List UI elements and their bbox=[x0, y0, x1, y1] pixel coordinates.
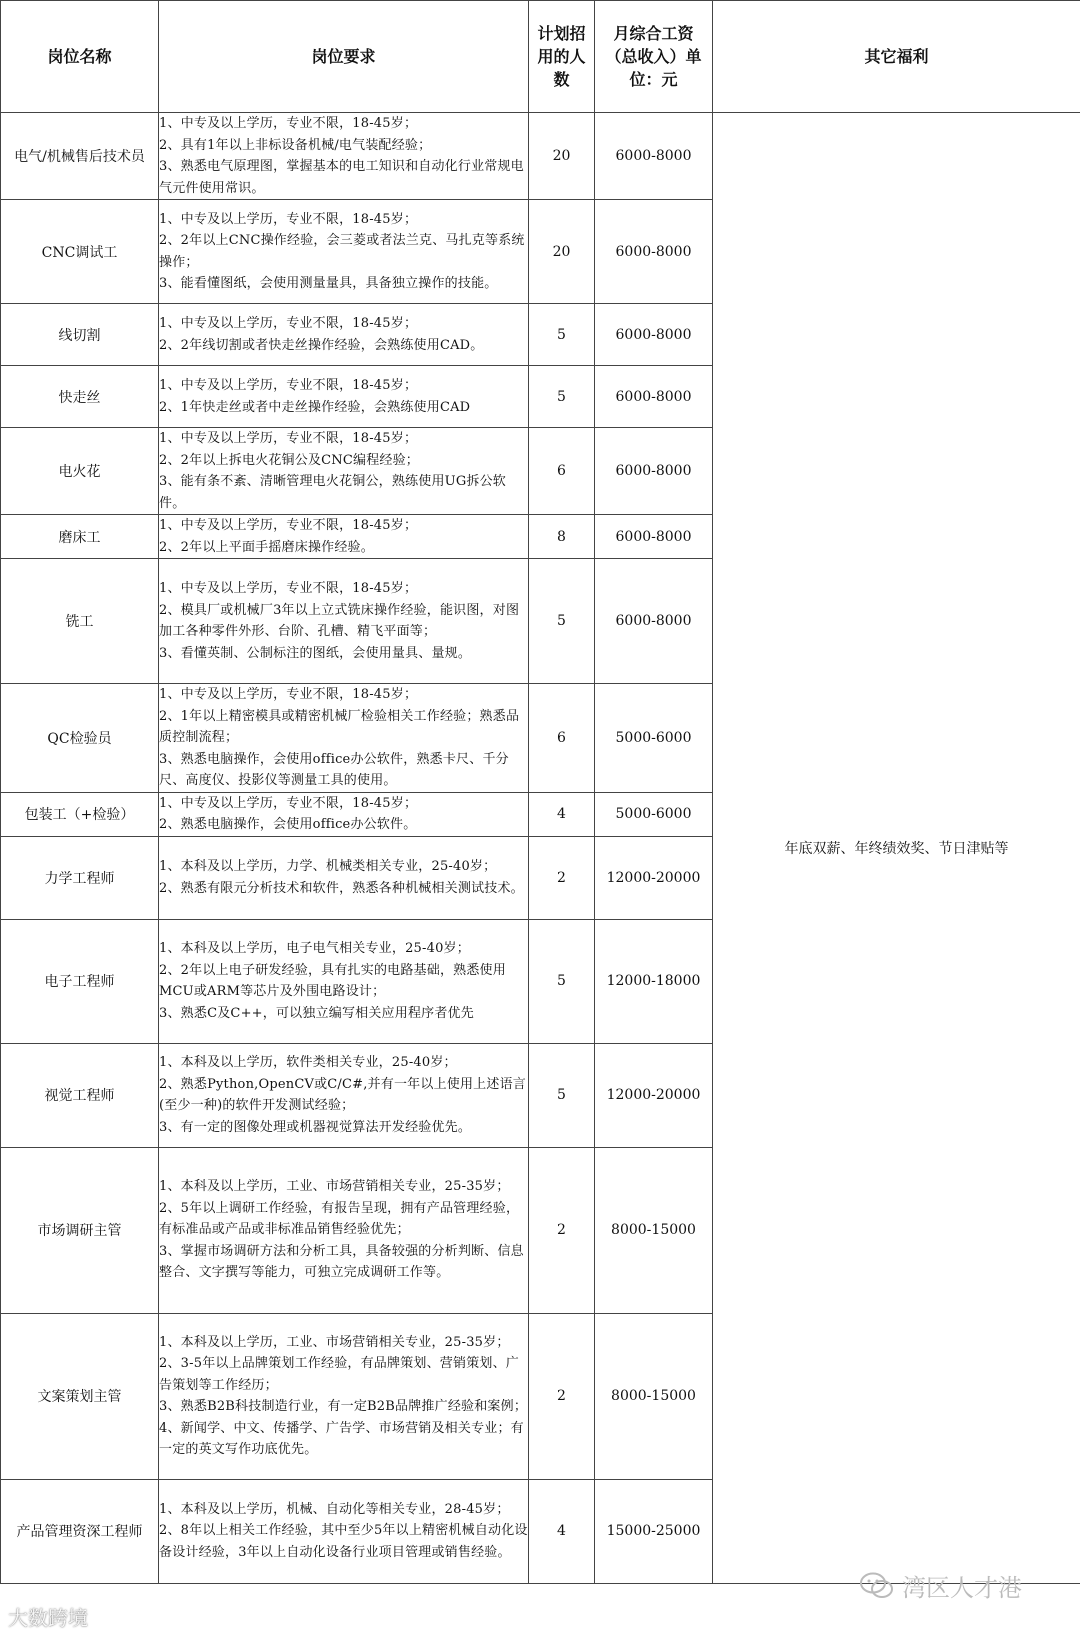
requirement-line: 1、中专及以上学历，专业不限，18-45岁； bbox=[159, 431, 418, 446]
position-name: 电火花 bbox=[1, 428, 159, 515]
header-benefits: 其它福利 bbox=[713, 1, 1080, 113]
salary-range: 6000-8000 bbox=[595, 304, 713, 366]
requirement-line: 2、2年以上平面手摇磨床操作经验。 bbox=[159, 539, 374, 555]
requirement-line: 4、新闻学、中文、传播学、广告学、市场营销及相关专业；有一定的英文写作功底优先。 bbox=[159, 1420, 524, 1457]
position-name: 铣工 bbox=[1, 559, 159, 684]
position-requirements bbox=[159, 515, 529, 559]
salary-range: 12000-20000 bbox=[595, 1043, 713, 1147]
requirement-line: 3、熟悉电脑操作，会使用office办公软件，熟悉卡尺、千分尺、高度仪、投影仪等测量工具的使用。 bbox=[159, 751, 509, 788]
requirement-line: 2、熟悉电脑操作，会使用office办公软件。 bbox=[159, 817, 417, 832]
position-name: CNC调试工 bbox=[1, 200, 159, 304]
header-position-name: 岗位名称 bbox=[1, 1, 159, 113]
requirement-line: 2、8年以上相关工作经验，其中至少5年以上精密机械自动化设备设计经验，3年以上自动化设备行业项目管理或销售经验。 bbox=[159, 1523, 528, 1560]
position-requirements bbox=[159, 200, 529, 304]
requirement-line: 3、能看懂图纸，会使用测量量具，具备独立操作的技能。 bbox=[159, 276, 498, 291]
requirement-line: 2、具有1年以上非标设备机械/电气装配经验； bbox=[159, 137, 432, 153]
requirement-line: 1、本科及以上学历，工业、市场营销相关专业，25-35岁； bbox=[159, 1334, 510, 1350]
requirement-line: 3、掌握市场调研方法和分析工具，具备较强的分析判断、信息整合、文字撰写等能力，可独立完成调研工作等。 bbox=[159, 1243, 524, 1281]
position-requirements bbox=[159, 113, 529, 200]
requirement-line: 1、本科及以上学历，力学、机械类相关专业，25-40岁； bbox=[159, 859, 497, 874]
headcount: 6 bbox=[529, 428, 595, 515]
table-row bbox=[1, 113, 1080, 200]
position-name: 包装工（+检验） bbox=[1, 792, 159, 836]
requirement-line: 1、中专及以上学历，专业不限，18-45岁； bbox=[159, 687, 418, 702]
headcount: 20 bbox=[529, 200, 595, 304]
header-salary: 月综合工资（总收入）单位：元 bbox=[595, 1, 713, 113]
salary-range: 6000-8000 bbox=[595, 200, 713, 304]
watermark-right bbox=[860, 1568, 1022, 1603]
salary-range: 8000-15000 bbox=[595, 1313, 713, 1479]
headcount: 4 bbox=[529, 792, 595, 836]
position-name: 文案策划主管 bbox=[1, 1313, 159, 1479]
requirement-line: 1、中专及以上学历，专业不限，18-45岁； bbox=[159, 581, 418, 596]
position-requirements bbox=[159, 1147, 529, 1313]
header-headcount: 计划招用的人数 bbox=[529, 1, 595, 113]
headcount: 6 bbox=[529, 684, 595, 793]
salary-range: 6000-8000 bbox=[595, 366, 713, 428]
header-requirements: 岗位要求 bbox=[159, 1, 529, 113]
position-name: 产品管理资深工程师 bbox=[1, 1479, 159, 1583]
position-name: 电气/机械售后技术员 bbox=[1, 113, 159, 200]
position-name: 线切割 bbox=[1, 304, 159, 366]
salary-range: 12000-20000 bbox=[595, 836, 713, 919]
salary-range: 8000-15000 bbox=[595, 1147, 713, 1313]
requirement-line: 3、有一定的图像处理或机器视觉算法开发经验优先。 bbox=[159, 1119, 472, 1135]
headcount: 2 bbox=[529, 836, 595, 919]
salary-range: 12000-18000 bbox=[595, 919, 713, 1043]
position-requirements bbox=[159, 1313, 529, 1479]
position-requirements bbox=[159, 559, 529, 684]
benefits-cell: 年底双薪、年终绩效奖、节日津贴等 bbox=[713, 113, 1080, 1584]
position-name: 市场调研主管 bbox=[1, 1147, 159, 1313]
position-requirements bbox=[159, 428, 529, 515]
position-requirements bbox=[159, 792, 529, 836]
position-name: 快走丝 bbox=[1, 366, 159, 428]
headcount: 5 bbox=[529, 366, 595, 428]
position-requirements bbox=[159, 1479, 529, 1583]
requirement-line: 2、5年以上调研工作经验，有报告呈现，拥有产品管理经验，有标准品或产品或非标准品销售经验优先； bbox=[159, 1200, 520, 1238]
requirement-line: 2、2年线切割或者快走丝操作经验，会熟练使用CAD。 bbox=[159, 337, 484, 353]
position-name: QC检验员 bbox=[1, 684, 159, 793]
table-header-row bbox=[1, 1, 1080, 113]
requirement-line: 2、2年以上CNC操作经验，会三菱或者法兰克、马扎克等系统操作； bbox=[159, 233, 525, 270]
watermark-right-label: 湾区人才港 bbox=[902, 1574, 1022, 1602]
position-requirements bbox=[159, 366, 529, 428]
requirement-line: 1、本科及以上学历，软件类相关专业，25-40岁； bbox=[159, 1055, 457, 1070]
salary-range: 6000-8000 bbox=[595, 559, 713, 684]
requirement-line: 2、3-5年以上品牌策划工作经验，有品牌策划、营销策划、广告策划等工作经历； bbox=[159, 1356, 520, 1393]
requirement-line: 1、中专及以上学历，专业不限，18-45岁； bbox=[159, 211, 418, 227]
requirement-line: 2、1年快走丝或者中走丝操作经验，会熟练使用CAD bbox=[159, 399, 471, 415]
headcount: 4 bbox=[529, 1479, 595, 1583]
position-requirements bbox=[159, 919, 529, 1043]
requirement-line: 1、本科及以上学历，工业、市场营销相关专业，25-35岁； bbox=[159, 1179, 510, 1195]
position-name: 电子工程师 bbox=[1, 919, 159, 1043]
requirement-line: 1、本科及以上学历，机械、自动化等相关专业，28-45岁； bbox=[159, 1501, 510, 1517]
headcount: 2 bbox=[529, 1313, 595, 1479]
headcount: 5 bbox=[529, 559, 595, 684]
requirement-line: 2、模具厂或机械厂3年以上立式铣床操作经验，能识图，对图加工各种零件外形、台阶、孔槽、精飞平面等； bbox=[159, 602, 520, 639]
position-name: 视觉工程师 bbox=[1, 1043, 159, 1147]
headcount: 2 bbox=[529, 1147, 595, 1313]
headcount: 5 bbox=[529, 1043, 595, 1147]
salary-range: 5000-6000 bbox=[595, 684, 713, 793]
headcount: 5 bbox=[529, 304, 595, 366]
requirement-line: 3、熟悉B2B科技制造行业，有一定B2B品牌推广经验和案例； bbox=[159, 1399, 528, 1414]
position-requirements bbox=[159, 1043, 529, 1147]
salary-range: 6000-8000 bbox=[595, 113, 713, 200]
salary-range: 6000-8000 bbox=[595, 428, 713, 515]
headcount: 20 bbox=[529, 113, 595, 200]
requirement-line: 2、1年以上精密模具或精密机械厂检验相关工作经验；熟悉品质控制流程； bbox=[159, 708, 520, 745]
requirement-line: 2、熟悉有限元分析技术和软件，熟悉各种机械相关测试技术。 bbox=[159, 880, 524, 896]
requirement-line: 3、熟悉C及C++，可以独立编写相关应用程序者优先 bbox=[159, 1005, 474, 1021]
requirement-line: 2、2年以上电子研发经验，具有扎实的电路基础，熟悉使用MCU或ARM等芯片及外围电路设计； bbox=[159, 962, 506, 999]
requirement-line: 2、2年以上拆电火花铜公及CNC编程经验； bbox=[159, 452, 420, 468]
requirement-line: 1、本科及以上学历，电子电气相关专业，25-40岁； bbox=[159, 941, 470, 956]
requirement-line: 1、中专及以上学历，专业不限，18-45岁； bbox=[159, 378, 418, 393]
requirement-line: 1、中专及以上学历，专业不限，18-45岁； bbox=[159, 116, 418, 131]
position-requirements bbox=[159, 684, 529, 793]
position-name: 力学工程师 bbox=[1, 836, 159, 919]
requirement-line: 3、能有条不紊、清晰管理电火花铜公，熟练使用UG拆公软件。 bbox=[159, 474, 507, 511]
position-requirements bbox=[159, 836, 529, 919]
requirement-line: 2、熟悉Python,OpenCV或C/C#,并有一年以上使用上述语言(至少一种)的软件开发测试经验； bbox=[159, 1076, 526, 1113]
requirement-line: 1、中专及以上学历，专业不限，18-45岁； bbox=[159, 518, 418, 533]
salary-range: 15000-25000 bbox=[595, 1479, 713, 1583]
headcount: 8 bbox=[529, 515, 595, 559]
watermark-left: 大数跨境 bbox=[8, 1606, 88, 1630]
requirement-line: 3、看懂英制、公制标注的图纸，会使用量具、量规。 bbox=[159, 645, 472, 661]
requirement-line: 3、熟悉电气原理图，掌握基本的电工知识和自动化行业常规电气元件使用常识。 bbox=[159, 159, 524, 196]
salary-range: 5000-6000 bbox=[595, 792, 713, 836]
position-name: 磨床工 bbox=[1, 515, 159, 559]
headcount: 5 bbox=[529, 919, 595, 1043]
requirement-line: 1、中专及以上学历，专业不限，18-45岁； bbox=[159, 795, 418, 811]
wechat-icon bbox=[860, 1572, 894, 1600]
salary-range: 6000-8000 bbox=[595, 515, 713, 559]
requirement-line: 1、中专及以上学历，专业不限，18-45岁； bbox=[159, 316, 418, 331]
position-requirements bbox=[159, 304, 529, 366]
